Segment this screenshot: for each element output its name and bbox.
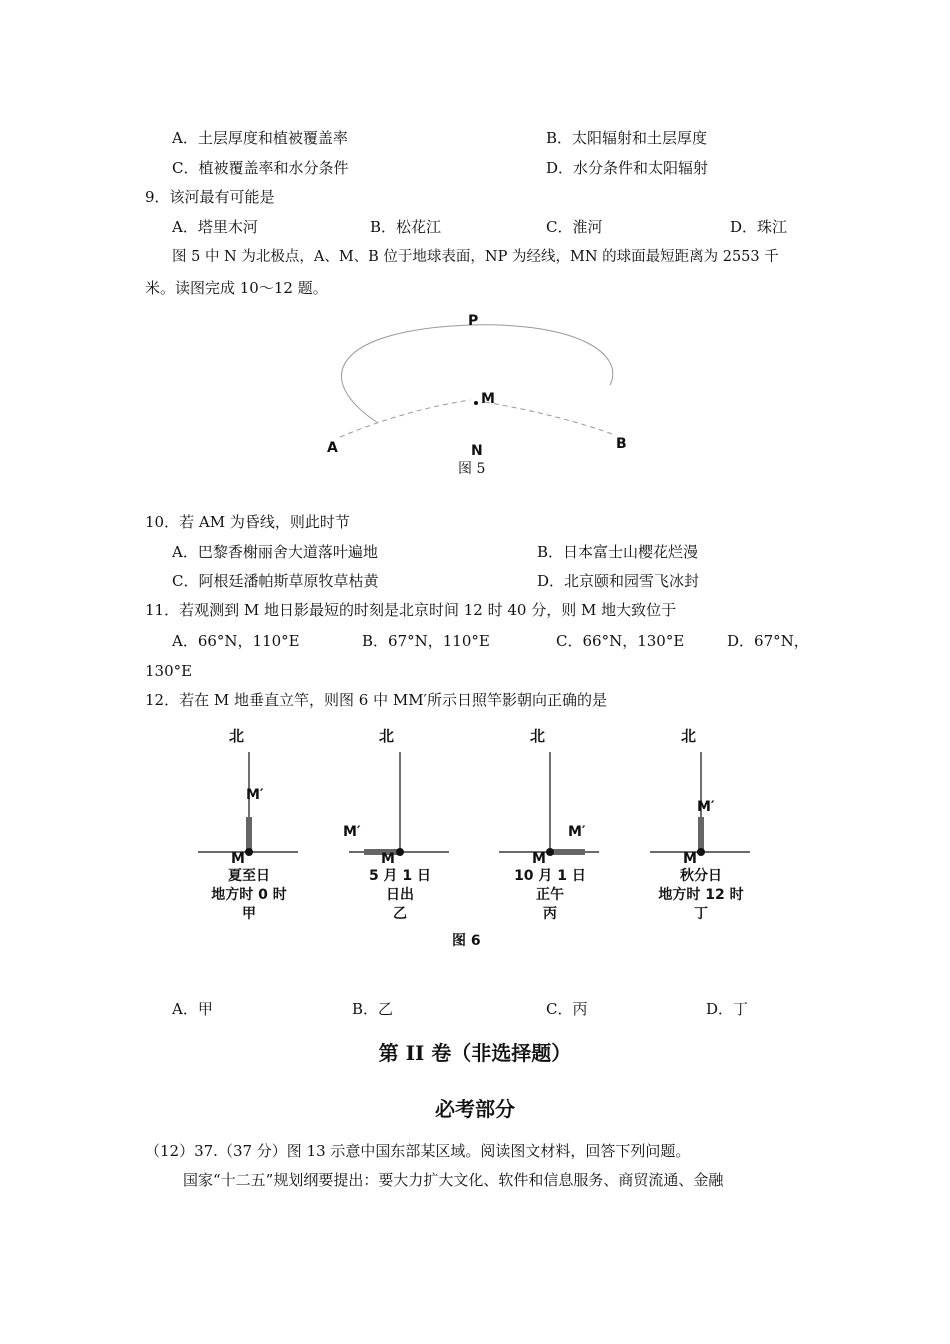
q10-option-b: B．日本富士山樱花烂漫: [537, 543, 699, 561]
fig6-mprime-jia: M′: [246, 787, 264, 803]
q11-option-d-wrap: 130°E: [145, 662, 193, 680]
fig5-label-a: A: [327, 440, 338, 456]
section-subtitle: 必考部分: [435, 1097, 515, 1121]
q8-option-d: D．水分条件和太阳辐射: [546, 159, 709, 177]
fig5-label-m: M: [481, 391, 495, 407]
fig6-m-yi: M: [381, 851, 395, 867]
fig6-north-ding: 北: [681, 727, 697, 745]
fig6-mprime-yi: M′: [343, 824, 361, 840]
q11-stem: 11．若观测到 M 地日影最短的时刻是北京时间 12 时 40 分，则 M 地大致位于: [145, 601, 677, 619]
q12-stem: 12．若在 M 地垂直立竿，则图 6 中 MM′所示日照竿影朝向正确的是: [145, 691, 607, 709]
q8-option-a: A．土层厚度和植被覆盖率: [172, 129, 348, 147]
section-title: 第 II 卷（非选择题）: [378, 1041, 572, 1065]
fig6-north-yi: 北: [379, 727, 395, 745]
meridian-arc: [342, 325, 613, 423]
q10-option-c: C．阿根廷潘帕斯草原牧草枯黄: [172, 572, 379, 590]
fig6-panel-yi: [349, 752, 449, 856]
q12-option-b: B．乙: [352, 1000, 394, 1018]
fig6-caption: 图 6: [452, 933, 481, 949]
q11-option-c: C．66°N，130°E: [556, 632, 685, 650]
fig6-mprime-bing: M′: [568, 824, 586, 840]
q8-option-c: C．植被覆盖率和水分条件: [172, 159, 349, 177]
intro-line-2: 米。读图完成 10～12 题。: [145, 279, 328, 297]
q37-stem: （12）37.（37 分）图 13 示意中国东部某区域。阅读图文材料，回答下列问题。: [145, 1142, 691, 1160]
intro-line-1: 图 5 中 N 为北极点，A、M、B 位于地球表面，NP 为经线，MN 的球面最短距离为 2553 千: [172, 249, 779, 265]
fig6-caption-yi: 5 月 1 日 日出 乙: [368, 868, 432, 922]
q8-option-b: B．太阳辐射和土层厚度: [546, 129, 708, 147]
q10-option-a: A．巴黎香榭丽舍大道落叶遍地: [172, 543, 378, 561]
fig5-label-b: B: [616, 436, 627, 452]
fig6-north-bing: 北: [530, 727, 546, 745]
q9-option-a: A．塔里木河: [172, 218, 258, 236]
point-m: [474, 401, 478, 405]
q11-option-b: B．67°N，110°E: [362, 632, 490, 650]
fig6-panel-bing: [499, 752, 599, 856]
fig6-m-ding: M: [683, 851, 697, 867]
q12-option-d: D．丁: [706, 1000, 749, 1018]
q9-stem: 9．该河最有可能是: [145, 188, 275, 206]
q10-stem: 10．若 AM 为昏线，则此时节: [145, 513, 350, 531]
fig6-panel-jia: [198, 752, 298, 856]
line-mb: [485, 402, 615, 435]
fig6-caption-jia: 夏至日 地方时 0 时 甲: [211, 868, 287, 922]
q9-option-b: B．松花江: [370, 218, 442, 236]
fig6-caption-ding: 秋分日 地方时 12 时 丁: [658, 868, 744, 922]
q12-option-c: C．丙: [546, 1000, 588, 1018]
fig6-caption-bing: 10 月 1 日 正午 丙: [514, 868, 586, 922]
q12-option-a: A．甲: [172, 1000, 213, 1018]
q9-option-c: C．淮河: [546, 218, 603, 236]
fig5-label-p: P: [468, 313, 479, 329]
fig5-label-n: N: [471, 443, 483, 459]
fig6-mprime-ding: M′: [697, 799, 715, 815]
fig6-north-jia: 北: [229, 727, 245, 745]
fig6-m-bing: M: [532, 851, 546, 867]
q11-option-d: D．67°N，: [727, 632, 809, 650]
q37-line-2: 国家“十二五”规划纲要提出：要大力扩大文化、软件和信息服务、商贸流通、金融: [183, 1171, 724, 1189]
terminator-line-am: [340, 400, 470, 437]
q11-option-a: A．66°N，110°E: [172, 632, 300, 650]
q10-option-d: D．北京颐和园雪飞冰封: [537, 572, 700, 590]
fig6-m-jia: M: [231, 851, 245, 867]
fig5-caption: 图 5: [458, 461, 486, 477]
q9-option-d: D．珠江: [730, 218, 788, 236]
